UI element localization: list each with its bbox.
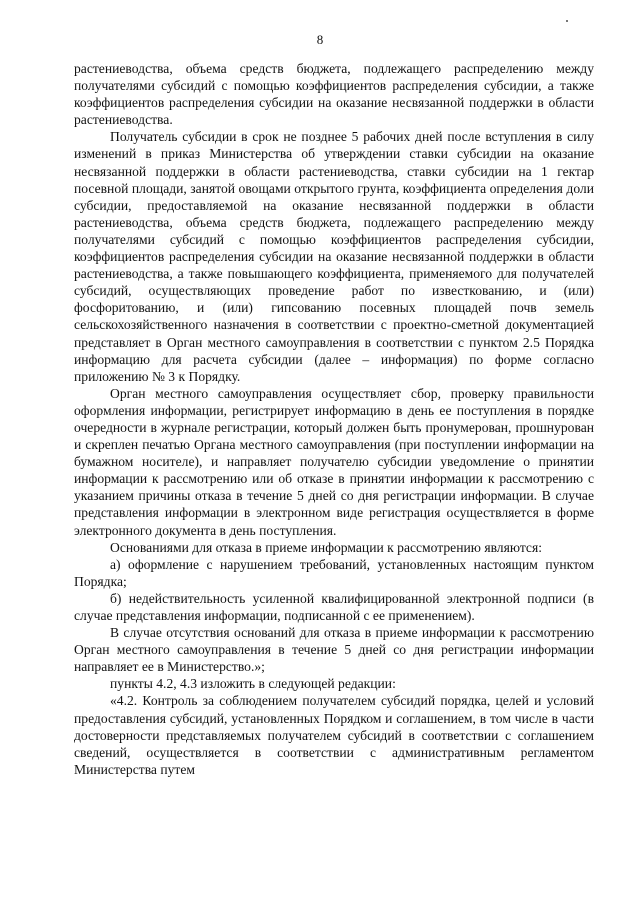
- paragraph-continuation: растениеводства, объема средств бюджета, подлежащего распределению между получателями субсидий с помощью коэффициентов распределения субсидии, а также коэффициентов распределения субсидии на оказание несвязанной поддержки в области растениеводства.: [74, 61, 594, 128]
- paragraph-clause-4-2: «4.2. Контроль за соблюдением получателем субсидий порядка, целей и условий предоставления субсидий, установленных Порядком и соглашением, в том числе в части достоверности представляемых получателем субсидий в соответствии с соглашением сведений, осуществляется в соответствии с административным регламентом Министерства путем: [74, 693, 594, 777]
- paragraph-refusal-grounds: Основаниями для отказа в приеме информации к рассмотрению являются:: [110, 539, 542, 555]
- list-item-b: б) недействительность усиленной квалифицированной электронной подписи (в случае представления информации, подписанной с ее применением).: [74, 590, 594, 623]
- scan-mark: [566, 20, 568, 22]
- paragraph-no-refusal: В случае отсутствия оснований для отказа в приеме информации к рассмотрению Орган местного самоуправления в течение 5 дней со дня регистрации информации направляет ее в Министерство.»;: [74, 625, 594, 675]
- document-body: [74, 60, 594, 778]
- paragraph-amend-clauses: пункты 4.2, 4.3 изложить в следующей редакции:: [110, 676, 396, 692]
- page-number: 8: [316, 32, 324, 47]
- paragraph-local-authority: Орган местного самоуправления осуществляет сбор, проверку правильности оформления информации, регистрирует информацию в день ее поступления в порядке очередности в журнале регистрации, который должен быть пронумерован, прошнурован и скреплен печатью Органа местного самоуправления (при поступлении информации на бумажном носителе), и направляет получателю субсидии уведомление о принятии информации к рассмотрению или об отказе в принятии информации к рассмотрению с указанием причины отказа в течение 5 дней со дня регистрации информации. В случае представления информации в электронном виде регистрация осуществляется в форме электронного документа в день поступления.: [74, 385, 594, 538]
- list-item-a: а) оформление с нарушением требований, установленных настоящим пунктом Порядка;: [74, 556, 594, 589]
- paragraph-recipient-deadline: Получатель субсидии в срок не позднее 5 рабочих дней после вступления в силу изменений в приказ Министерства об утверждении ставки субсидии на оказание несвязанной поддержки в области растениеводства, ставки субсидии на 1 гектар посевной площади, занятой овощами открытого грунта, коэффициента определения доли субсидии, предоставляемой на оказание несвязанной поддержки в области растениеводства, объема средств бюджета, подлежащего распределению между получателями субсидий с помощью коэффициентов распределения субсидии, коэффициентов распределения субсидии на оказание несвязанной поддержки в области растениеводства, а также повышающего коэффициента, применяемого для получателей субсидий, осуществляющих проведение работ по известкованию, и (или) фосфоритованию, и (или) гипсованию посевных площадей почв земель сельскохозяйственного назначения в соответствии с проектно-сметной документацией представляет в Орган местного самоуправления в соответствии с пунктом 2.5 Порядка информацию для расчета субсидии (далее – информация) по форме согласно приложению № 3 к Порядку.: [74, 129, 594, 384]
